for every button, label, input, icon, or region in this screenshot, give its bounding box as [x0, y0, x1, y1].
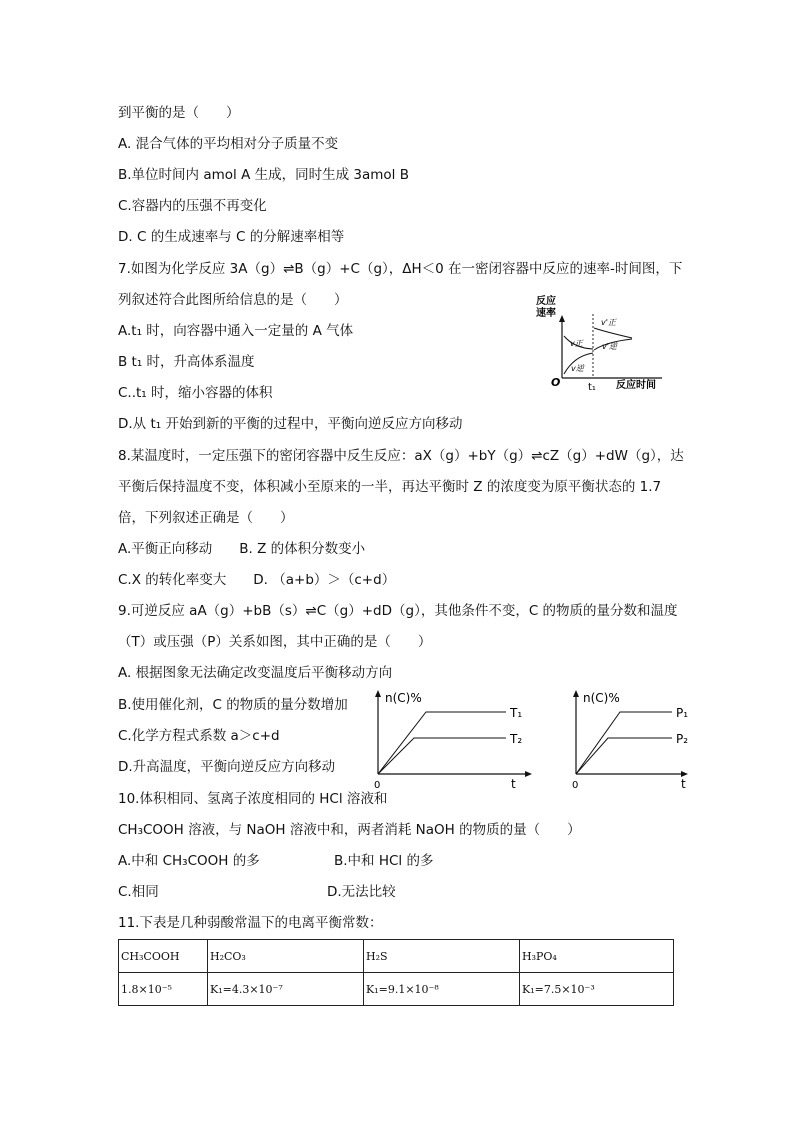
- q6-stem-tail: 到平衡的是（ ）: [118, 105, 240, 121]
- q10-option-c: C.相同: [118, 884, 159, 900]
- fig9r-line-lower: [576, 738, 672, 774]
- q8-stem-line3: 倍，下列叙述正确是（ ）: [118, 510, 294, 526]
- q9-chart-temperature: [374, 690, 532, 791]
- q11-stem: 11.下表是几种弱酸常温下的电离平衡常数：: [118, 915, 383, 931]
- table-header-row: [119, 940, 674, 973]
- q7-option-d: D.从 t₁ 开始到新的平衡的过程中，平衡向逆反应方向移动: [118, 416, 463, 432]
- q7-rate-time-figure: [530, 292, 670, 394]
- table-header-cell: CH₃COOH: [119, 940, 208, 973]
- fig9r-label-upper: P₁: [676, 706, 689, 720]
- fig7-label-v-reverse2: v'逆: [602, 342, 617, 351]
- q10-option-a: A.中和 CH₃COOH 的多: [118, 853, 260, 869]
- q9-stem-line2: （T）或压强（P）关系如图，其中正确的是（ ）: [118, 634, 432, 650]
- fig9l-origin: 0: [374, 780, 381, 791]
- fig9l-ylabel: n(C)%: [385, 691, 422, 705]
- fig7-y-arrow: [559, 315, 565, 322]
- fig9l-label-upper: T₁: [510, 706, 523, 720]
- fig7-v-forward2-curve: [594, 328, 632, 338]
- q7-stem-line2: 列叙述符合此图所给信息的是（ ）: [118, 292, 348, 308]
- fig9r-ylabel: n(C)%: [583, 691, 620, 705]
- q9-stem-line1: 9.可逆反应 aA（g）+bB（s）⇌C（g）+dD（g），其他条件不变，C 的物质的量分数和温度: [118, 603, 678, 619]
- q10-stem-line1: 10.体积相同、氢离子浓度相同的 HCl 溶液和: [118, 791, 388, 807]
- q7-option-c: C..t₁ 时，缩小容器的体积: [118, 385, 273, 401]
- q7-stem-line1: 7.如图为化学反应 3A（g）⇌B（g）+C（g），ΔH＜0 在一密闭容器中反应的速率-时间图，下: [118, 261, 683, 277]
- q9-option-b: B.使用催化剂，C 的物质的量分数增加: [118, 697, 348, 713]
- fig9r-origin: 0: [572, 780, 579, 791]
- table-header-cell: H₂S: [364, 940, 520, 973]
- q8-stem-line1: 8.某温度时，一定压强下的密闭容器中反生反应：aX（g）+bY（g）⇌cZ（g）+dW（g），达: [118, 448, 684, 464]
- q7-option-b: B t₁ 时，升高体系温度: [118, 354, 255, 370]
- q9-chart-pressure: [572, 690, 688, 791]
- fig9l-line-lower: [378, 738, 506, 774]
- table-header-cell: H₃PO₄: [520, 940, 674, 973]
- fig9r-line-upper: [576, 712, 672, 774]
- q7-option-a: A.t₁ 时，向容器中通入一定量的 A 气体: [118, 323, 354, 339]
- fig7-origin: O: [551, 376, 561, 389]
- table-row: [119, 973, 674, 1006]
- table-cell: 1.8×10⁻⁵: [119, 973, 208, 1006]
- fig7-label-v-reverse: v逆: [571, 364, 584, 373]
- fig9r-xlabel: t: [681, 777, 686, 791]
- fig7-t1-label: t₁: [588, 382, 596, 393]
- q9-figures: [370, 684, 710, 792]
- fig7-ylabel-2: 速率: [536, 308, 556, 319]
- fig9l-x-arrow: [525, 771, 532, 777]
- q8-stem-line2: 平衡后保持温度不变，体积减小至原来的一半，再达平衡时 Z 的浓度变为原平衡状态的 1.7: [118, 479, 662, 495]
- table-cell: K₁=9.1×10⁻⁸: [364, 973, 520, 1006]
- q10-option-b: B.中和 HCl 的多: [334, 853, 434, 869]
- q8-options-cd: C.X 的转化率变大 D. （a+b）＞（c+d）: [118, 572, 396, 588]
- fig9r-y-arrow: [573, 690, 579, 697]
- fig9r-label-lower: P₂: [676, 732, 689, 746]
- fig7-label-v-forward: v正: [570, 339, 583, 348]
- q6-option-b: B.单位时间内 amol A 生成，同时生成 3amol B: [118, 167, 409, 183]
- fig9l-label-lower: T₂: [510, 732, 523, 746]
- table-header-cell: H₂CO₃: [208, 940, 364, 973]
- q8-options-ab: A.平衡正向移动 B. Z 的体积分数变小: [118, 541, 366, 557]
- q6-option-d: D. C 的生成速率与 C 的分解速率相等: [118, 229, 345, 245]
- fig9l-line-upper: [378, 712, 506, 774]
- q10-option-d: D.无法比较: [327, 884, 396, 900]
- q9-option-c: C.化学方程式系数 a＞c+d: [118, 728, 280, 744]
- q9-option-a: A. 根据图象无法确定改变温度后平衡移动方向: [118, 665, 393, 681]
- fig9l-y-arrow: [375, 690, 381, 697]
- q6-option-a: A. 混合气体的平均相对分子质量不变: [118, 136, 339, 152]
- q9-option-d: D.升高温度，平衡向逆反应方向移动: [118, 759, 336, 775]
- table-cell: K₁=7.5×10⁻³: [520, 973, 674, 1006]
- table-cell: K₁=4.3×10⁻⁷: [208, 973, 364, 1006]
- fig7-label-v-forward2: v'正: [601, 318, 616, 327]
- q6-option-c: C.容器内的压强不再变化: [118, 198, 267, 214]
- fig7-xlabel: 反应时间: [616, 380, 656, 391]
- fig7-ylabel-1: 反应: [536, 296, 556, 307]
- q10-stem-line2: CH₃COOH 溶液，与 NaOH 溶液中和，两者消耗 NaOH 的物质的量（ ）: [118, 822, 581, 838]
- ionization-constant-table: [118, 939, 674, 1006]
- fig9l-xlabel: t: [511, 777, 516, 791]
